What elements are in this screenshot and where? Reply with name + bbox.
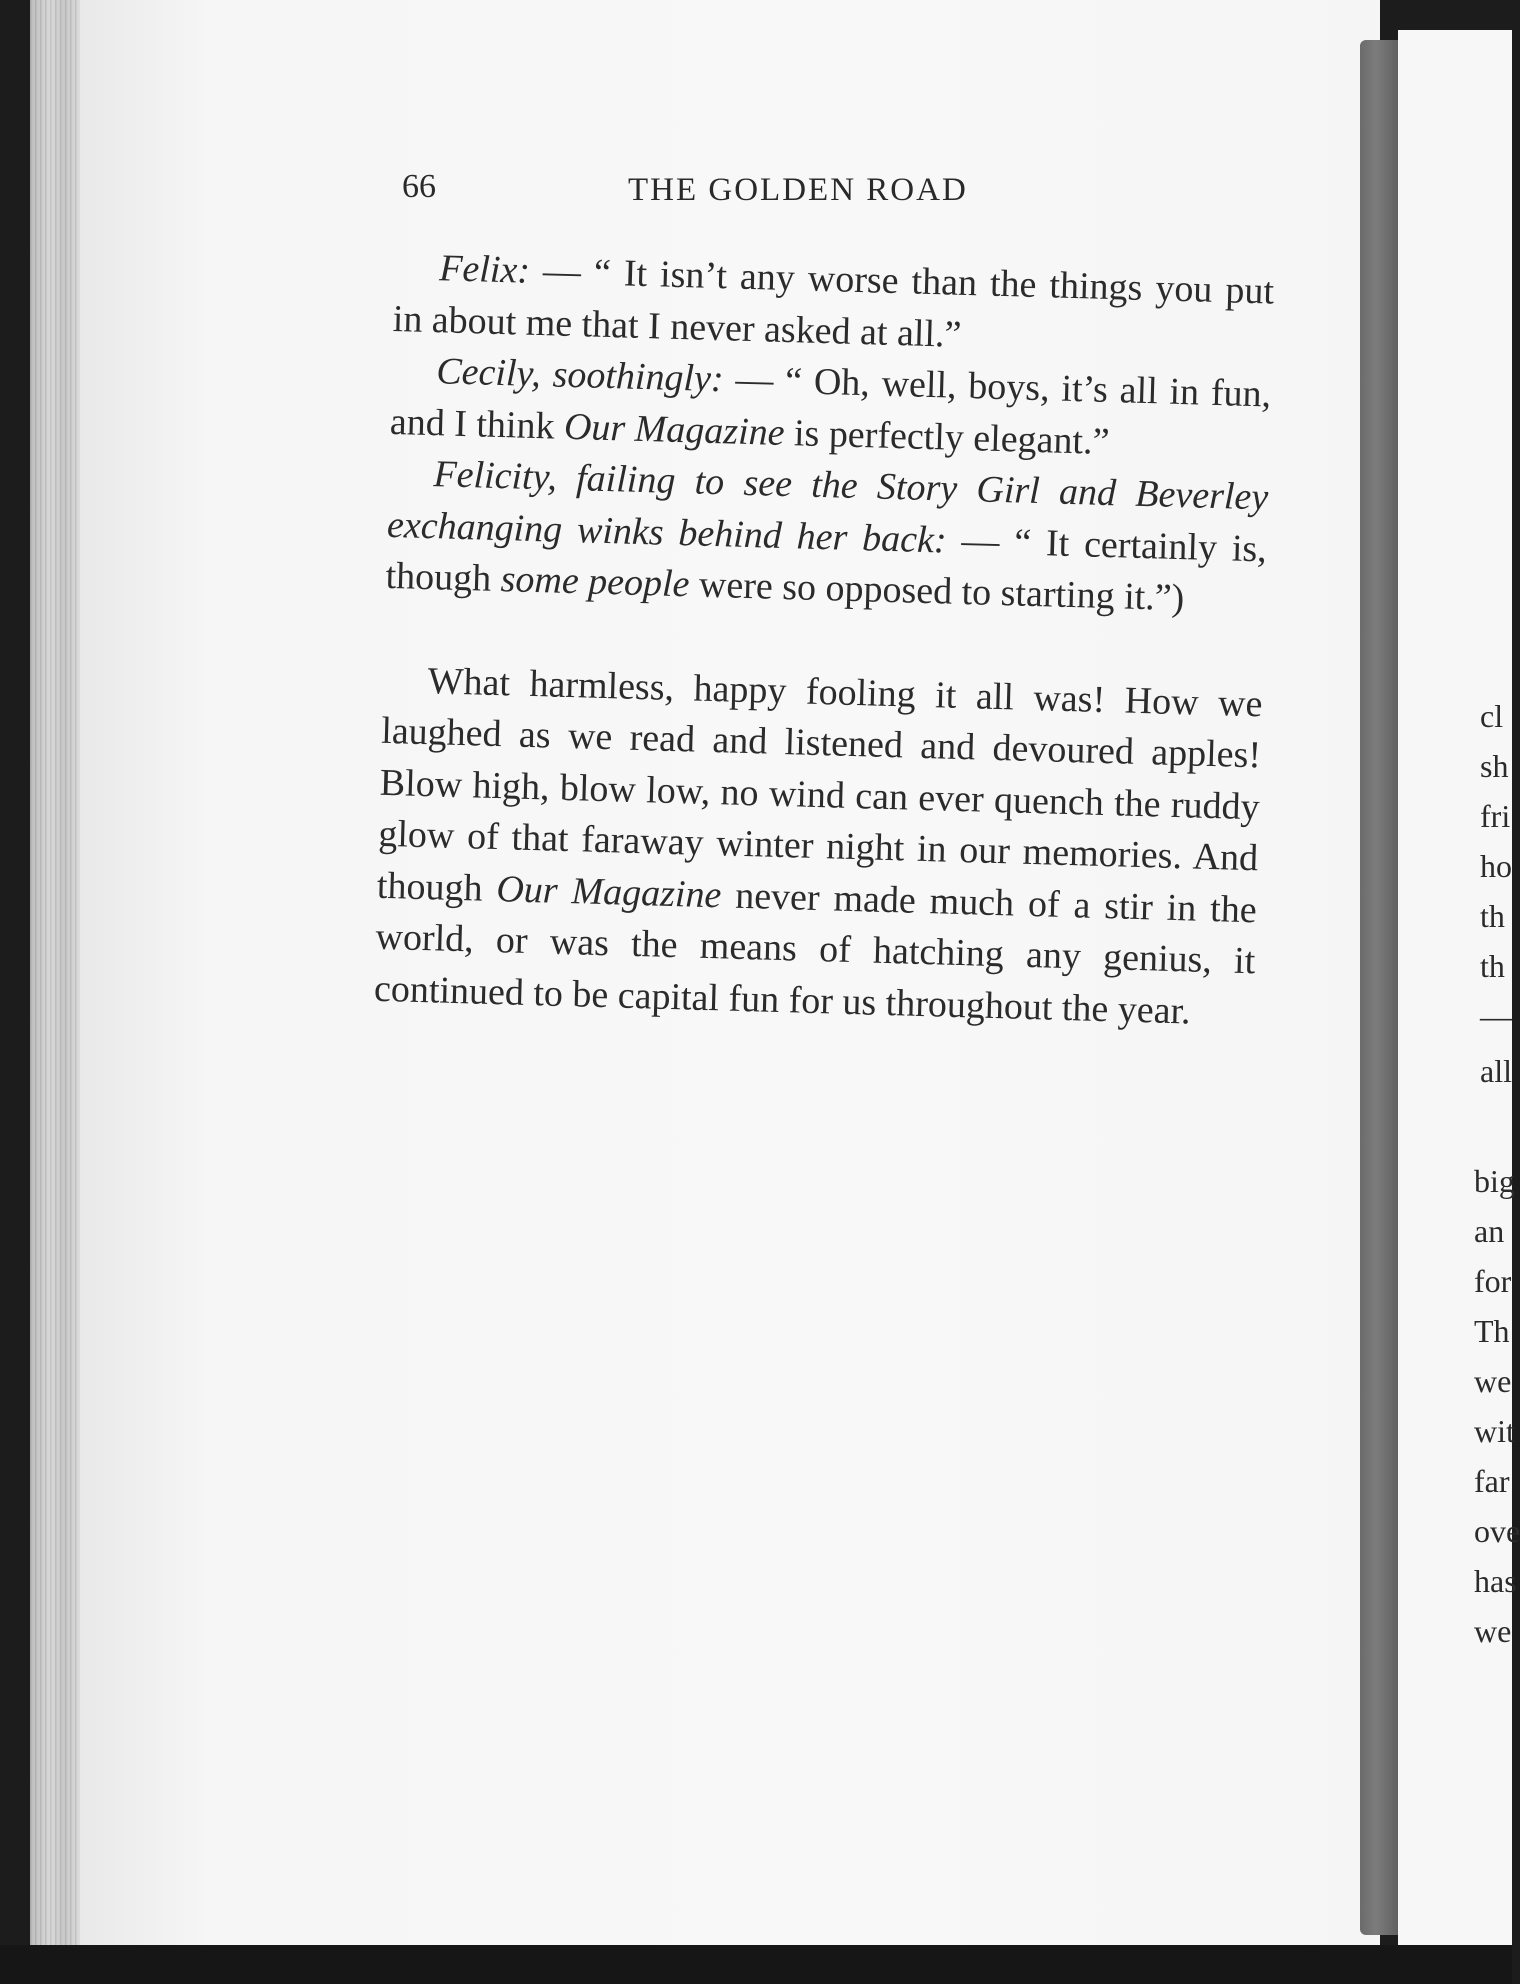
right-page [1398, 30, 1512, 1950]
running-title: THE GOLDEN ROAD [628, 172, 968, 208]
dialogue-text: — “ It isn’t any worse than the things you put in about me that I never asked at all.” [392, 249, 1275, 356]
facing-page-line: th [1480, 898, 1505, 934]
facing-page-line: wit [1474, 1413, 1515, 1449]
speaker-name: Cecily, soothingly: [435, 350, 725, 401]
dialogue-text: — “ It certainly is, though [385, 519, 1268, 601]
facing-page-line: far [1474, 1463, 1510, 1499]
narration-text: never made much of a stir in the world, or was the means of hatching any genius, it continued to be capital fun for us throughout the year. [373, 873, 1258, 1033]
dialogue-text: is perfectly elegant.” [783, 411, 1110, 463]
facing-page-line: ove [1474, 1513, 1520, 1549]
facing-page-line: we [1474, 1613, 1512, 1649]
bottom-shadow [0, 1945, 1512, 1984]
paragraph-felicity [385, 448, 1269, 627]
facing-page-line: Th [1474, 1313, 1510, 1349]
facing-page-line: an [1474, 1213, 1505, 1249]
facing-page-line: we [1474, 1363, 1512, 1399]
dialogue-text: — “ Oh, well, boys, it’s all in fun, and I think [389, 358, 1272, 448]
book-gutter [1360, 40, 1400, 1935]
facing-page-line: for [1474, 1263, 1512, 1299]
page-number: 66 [402, 168, 436, 205]
emphasis-text: some people [500, 558, 691, 606]
facing-page-line: fri [1480, 798, 1511, 834]
body-text [373, 242, 1274, 1039]
narration-text: What harmless, happy fooling it all was! How we laughed as we read and listened and devoured apples! Blow high, blow low, no wind can ever quench the ruddy glow of that faraway winter night in our memories. And though [376, 659, 1264, 910]
speaker-name: Felix: [438, 247, 531, 292]
facing-page-line: has [1474, 1563, 1517, 1599]
facing-page-line: big [1474, 1163, 1515, 1199]
paragraph-narration [373, 654, 1263, 1039]
emphasis-text: Our Magazine [495, 867, 722, 916]
page-header [400, 168, 1100, 228]
facing-page-line: sh [1480, 748, 1509, 784]
facing-page-line: th [1480, 948, 1505, 984]
facing-page-line: cl [1480, 698, 1504, 734]
dialogue-text: were so opposed to starting it.”) [688, 563, 1185, 620]
facing-page-line: — [1480, 998, 1512, 1034]
facing-page-line: all [1480, 1053, 1512, 1089]
facing-page-line: ho [1480, 848, 1512, 884]
emphasis-text: Our Magazine [563, 405, 786, 454]
speaker-name: Felicity, failing to see the Story Girl and Beverley exchanging winks behind her back: [386, 453, 1269, 562]
